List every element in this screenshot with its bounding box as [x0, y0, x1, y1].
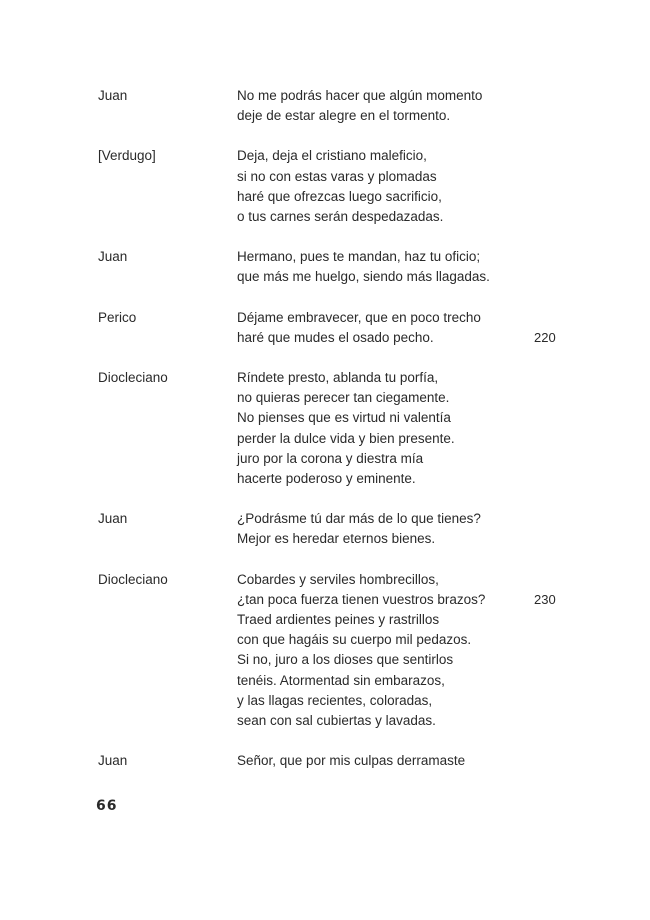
verse-text: Traed ardientes peines y rastrillos — [237, 612, 440, 628]
verse-line — [237, 106, 568, 126]
verse-line — [237, 650, 568, 670]
verse-lines — [237, 570, 568, 732]
verse-text: con que hagáis su cuerpo mil pedazos. — [237, 632, 472, 648]
speaker-name: Juan — [98, 753, 128, 769]
verse-text: No me podrás hacer que algún momento — [237, 88, 483, 103]
verse-line — [237, 328, 568, 348]
verse-line — [237, 691, 568, 711]
verse-text: perder la dulce vida y bien presente. — [237, 430, 455, 446]
speaker-name: Perico — [98, 309, 137, 325]
verse-text: Mejor es heredar eternos bienes. — [237, 531, 436, 547]
verse-text: o tus carnes serán despedazadas. — [237, 209, 444, 225]
verse-text: Ríndete presto, ablanda tu porfía, — [237, 370, 439, 386]
verse-lines — [237, 308, 568, 348]
verse-text: deje de estar alegre en el tormento. — [237, 108, 451, 124]
verse-line — [237, 167, 568, 187]
speaker-name: Juan — [98, 88, 128, 103]
verse-line — [237, 671, 568, 691]
verse-text: y las llagas recientes, coloradas, — [237, 692, 433, 708]
speaker-name: Juan — [98, 511, 128, 527]
verse-lines — [237, 86, 568, 126]
verse-text: Señor, que por mis culpas derramaste — [237, 753, 466, 769]
verse-text: Hermano, pues te mandan, haz tu oficio; — [237, 249, 481, 265]
verse-lines — [237, 368, 568, 489]
speech-block — [98, 368, 568, 489]
verse-line — [237, 610, 568, 630]
speech-block — [98, 751, 568, 771]
verse-lines — [237, 247, 568, 287]
verse-line — [237, 86, 568, 106]
verse-text: no quieras perecer tan ciegamente. — [237, 390, 450, 406]
verse-line — [237, 630, 568, 650]
verse-line — [237, 308, 568, 328]
verse-line — [237, 429, 568, 449]
speech-block — [98, 509, 568, 549]
verse-line — [237, 207, 568, 227]
verse-text: ¿Podrásme tú dar más de lo que tienes? — [237, 511, 481, 527]
speech-block — [98, 146, 568, 227]
speech-block — [98, 570, 568, 732]
verse-lines — [237, 146, 568, 227]
verse-text: juro por la corona y diestra mía — [237, 450, 424, 466]
speaker-name: [Verdugo] — [98, 148, 156, 164]
verse-text: Deja, deja el cristiano maleficio, — [237, 148, 427, 164]
verse-line — [237, 368, 568, 388]
verse-line — [237, 529, 568, 549]
verse-line — [237, 146, 568, 166]
verse-text: haré que ofrezcas luego sacrificio, — [237, 188, 442, 204]
verse-lines — [237, 751, 568, 771]
speaker-name: Diocleciano — [98, 370, 168, 386]
speaker-name: Juan — [98, 249, 128, 265]
verse-text: sean con sal cubiertas y lavadas. — [237, 713, 436, 729]
verse-text: que más me huelgo, siendo más llagadas. — [237, 269, 490, 285]
verse-line — [237, 751, 568, 771]
verse-line — [237, 570, 568, 590]
verse-text: hacerte poderoso y eminente. — [237, 471, 416, 487]
verse-text: Déjame embravecer, que en poco trecho — [237, 309, 481, 325]
verse-lines — [237, 509, 568, 549]
verse-text: tenéis. Atormentad sin embarazos, — [237, 672, 445, 688]
verse-text: si no con estas varas y plomadas — [237, 168, 437, 184]
verse-line — [237, 590, 568, 610]
verse-line — [237, 247, 568, 267]
speech-block — [98, 308, 568, 348]
line-number: 220 — [534, 329, 556, 345]
verse-text: No pienses que es virtud ni valentía — [237, 410, 451, 426]
verse-line — [237, 711, 568, 731]
verse-text: Cobardes y serviles hombrecillos, — [237, 571, 439, 587]
verse-line — [237, 187, 568, 207]
speech-block — [98, 86, 568, 126]
play-text — [98, 86, 568, 791]
verse-line — [237, 388, 568, 408]
verse-text: ¿tan poca fuerza tienen vuestros brazos? — [237, 591, 486, 607]
verse-text: haré que mudes el osado pecho. — [237, 329, 434, 345]
verse-line — [237, 469, 568, 489]
line-number: 230 — [534, 591, 556, 607]
verse-line — [237, 509, 568, 529]
page-number: 66 — [96, 798, 118, 814]
speech-block — [98, 247, 568, 287]
verse-line — [237, 267, 568, 287]
verse-line — [237, 449, 568, 469]
speaker-name: Diocleciano — [98, 571, 168, 587]
verse-line — [237, 408, 568, 428]
verse-text: Si no, juro a los dioses que sentirlos — [237, 652, 454, 668]
